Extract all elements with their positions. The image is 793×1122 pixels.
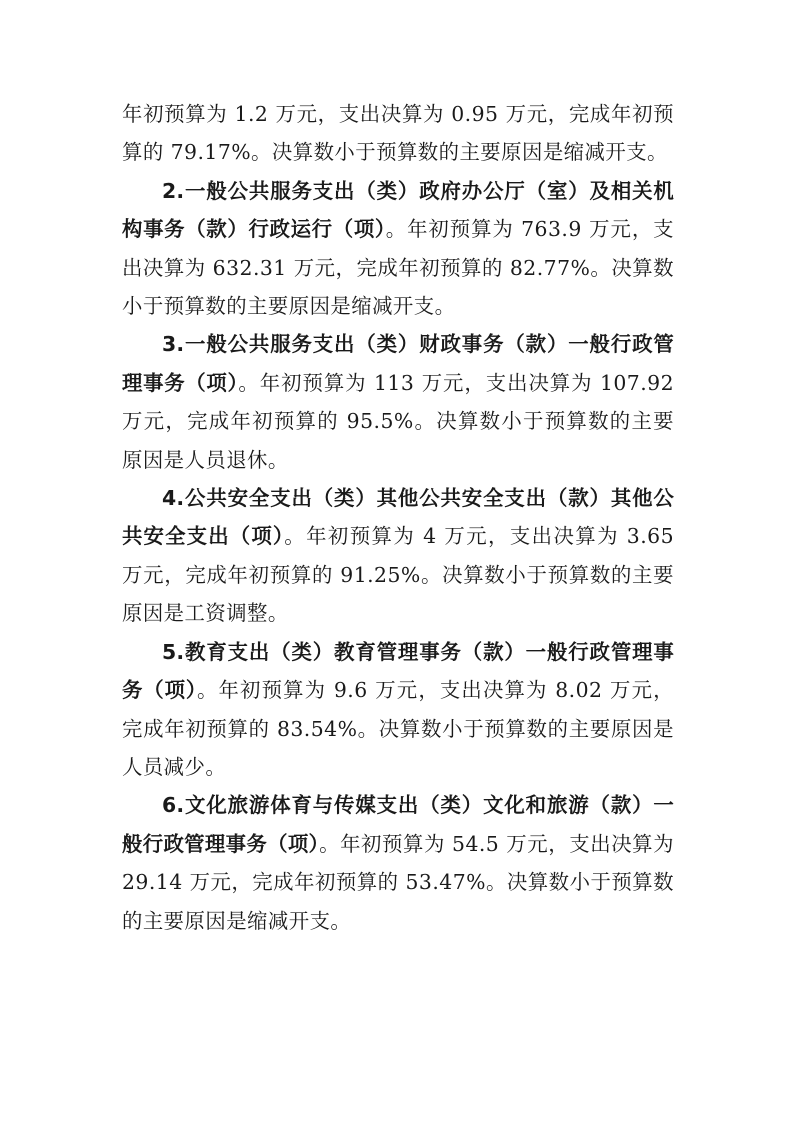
- paragraph-body: 。年初预算为 763.9 万元，支出决算为 632.31 万元，完成年初预算的 82.77%。决算数小于预算数的主要原因是缩减开支。: [122, 217, 674, 319]
- paragraph-body: 年初预算为 1.2 万元，支出决算为 0.95 万元，完成年初预算的 79.17%。决算数小于预算数的主要原因是缩减开支。: [122, 102, 674, 165]
- paragraph-continued: [122, 95, 674, 172]
- paragraph-heading: 3.一般公共服务支出（类）财政事务（款）一般行政管理事务（项）: [122, 332, 674, 395]
- paragraph-item-2: [122, 172, 674, 326]
- paragraph-heading: 4.公共安全支出（类）其他公共安全支出（款）其他公共安全支出（项）: [122, 486, 674, 549]
- paragraph-body: 。年初预算为 54.5 万元，支出决算为 29.14 万元，完成年初预算的 53.47%。决算数小于预算数的主要原因是缩减开支。: [122, 831, 674, 933]
- paragraph-heading: 6.文化旅游体育与传媒支出（类）文化和旅游（款）一般行政管理事务（项）: [122, 793, 674, 856]
- paragraph-item-3: [122, 325, 674, 479]
- paragraph-body: 。年初预算为 113 万元，支出决算为 107.92 万元，完成年初预算的 95.5%。决算数小于预算数的主要原因是人员退休。: [122, 370, 674, 472]
- paragraph-heading: 2.一般公共服务支出（类）政府办公厅（室）及相关机构事务（款）行政运行（项）: [122, 178, 674, 242]
- document-page: [122, 95, 674, 940]
- paragraph-item-5: [122, 633, 674, 787]
- paragraph-body: 。年初预算为 4 万元，支出决算为 3.65 万元，完成年初预算的 91.25%。决算数小于预算数的主要原因是工资调整。: [122, 524, 674, 626]
- paragraph-item-4: [122, 479, 674, 633]
- paragraph-item-6: [122, 786, 674, 940]
- paragraph-heading: 5.教育支出（类）教育管理事务（款）一般行政管理事务（项）: [122, 639, 674, 703]
- paragraph-body: 。年初预算为 9.6 万元，支出决算为 8.02 万元，完成年初预算的 83.54%。决算数小于预算数的主要原因是人员减少。: [122, 678, 674, 779]
